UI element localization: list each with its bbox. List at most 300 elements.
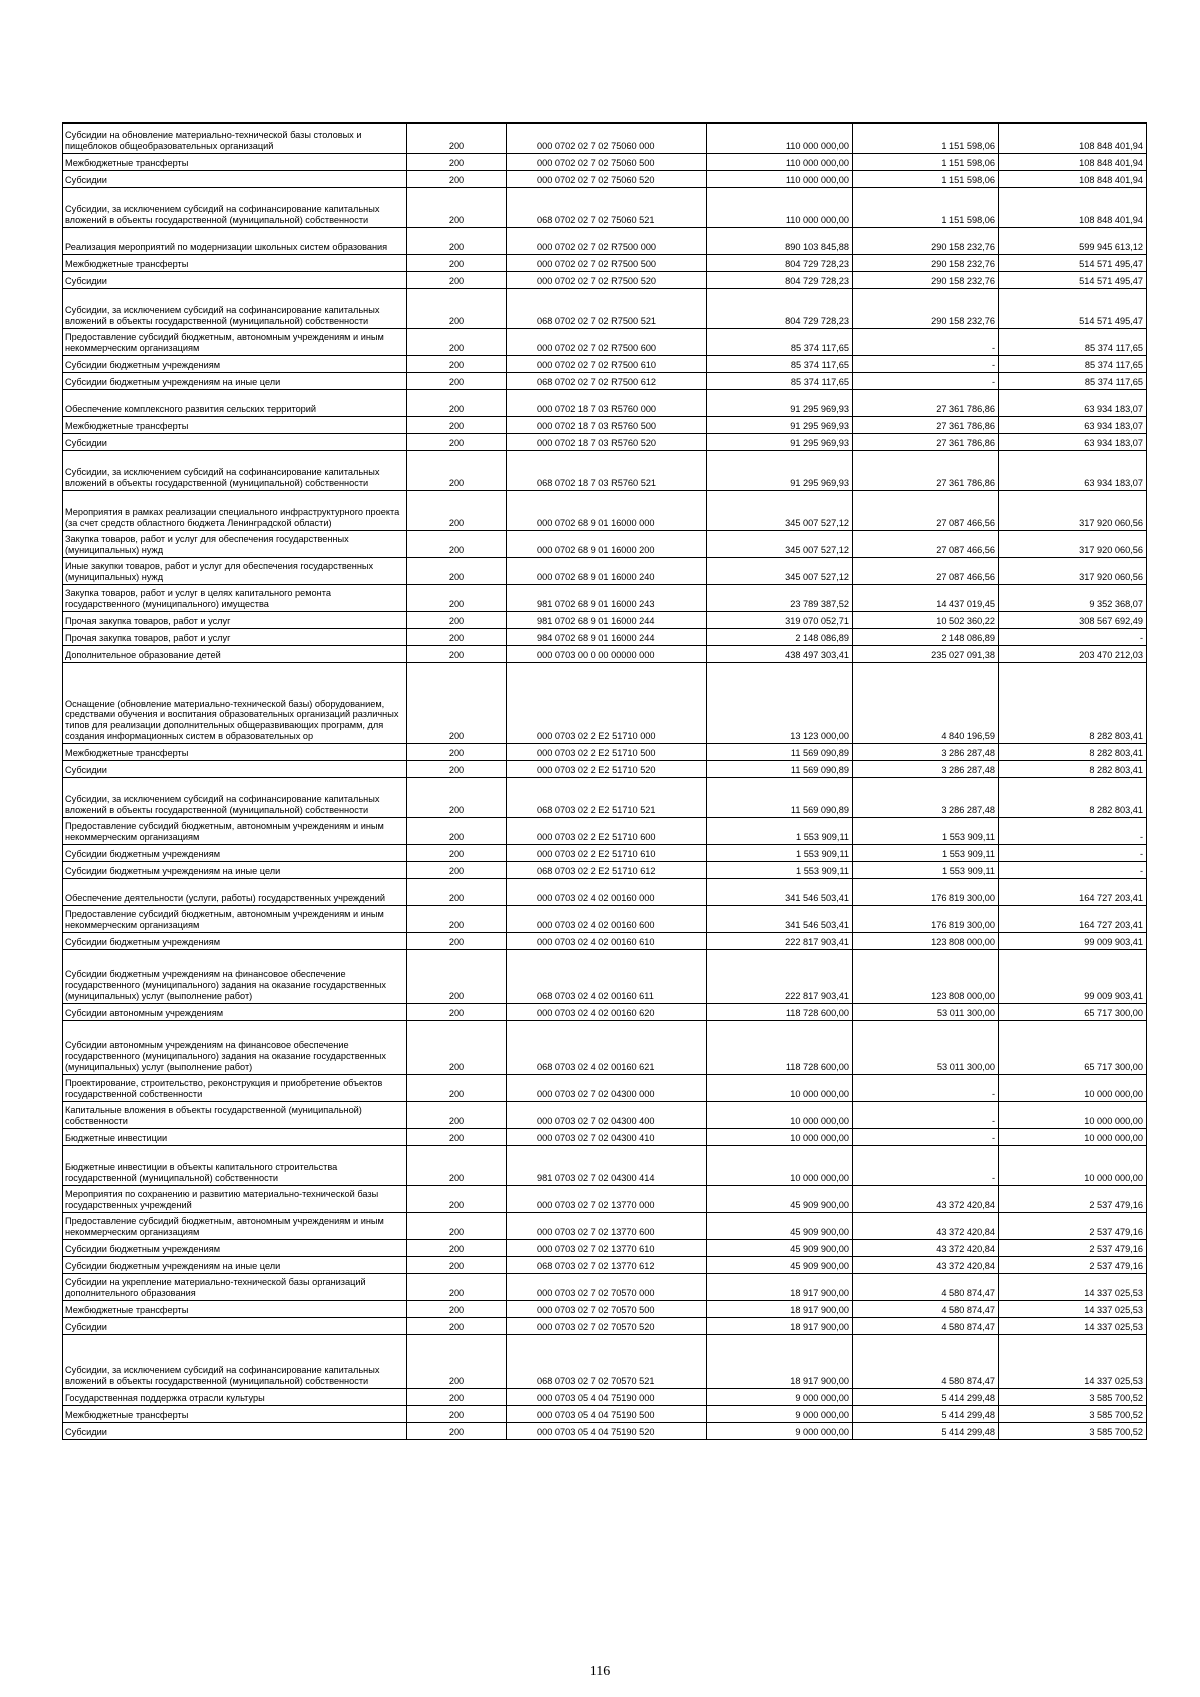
row-name: Иные закупки товаров, работ и услуг для обеспечения государственных (муниципальных) нужд: [63, 557, 407, 584]
row-approved-amount: 1 553 909,11: [707, 844, 853, 861]
table-row: [63, 1422, 1147, 1439]
row-line-code: 200: [407, 628, 507, 645]
row-unexecuted-amount: 8 282 803,41: [999, 760, 1147, 777]
row-line-code: 200: [407, 777, 507, 817]
row-unexecuted-amount: 85 374 117,65: [999, 372, 1147, 389]
row-approved-amount: 890 103 845,88: [707, 227, 853, 254]
row-approved-amount: 341 546 503,41: [707, 905, 853, 932]
table-row: [63, 777, 1147, 817]
row-name: Субсидии бюджетным учреждениям на иные цели: [63, 1256, 407, 1273]
row-unexecuted-amount: 8 282 803,41: [999, 743, 1147, 760]
row-budget-code: 000 0702 02 7 02 R7500 000: [507, 227, 707, 254]
row-approved-amount: 118 728 600,00: [707, 1003, 853, 1020]
row-approved-amount: 9 000 000,00: [707, 1405, 853, 1422]
row-executed-amount: 27 361 786,86: [853, 433, 999, 450]
row-approved-amount: 118 728 600,00: [707, 1020, 853, 1074]
row-line-code: 200: [407, 557, 507, 584]
row-approved-amount: 1 553 909,11: [707, 817, 853, 844]
row-executed-amount: -: [853, 1145, 999, 1185]
row-approved-amount: 10 000 000,00: [707, 1101, 853, 1128]
row-executed-amount: 10 502 360,22: [853, 611, 999, 628]
row-budget-code: 000 0703 02 2 E2 51710 600: [507, 817, 707, 844]
row-budget-code: 068 0702 18 7 03 R5760 521: [507, 450, 707, 490]
row-unexecuted-amount: 108 848 401,94: [999, 170, 1147, 187]
row-budget-code: 000 0702 02 7 02 75060 000: [507, 123, 707, 153]
row-budget-code: 000 0702 02 7 02 75060 500: [507, 153, 707, 170]
row-name: Субсидии: [63, 1317, 407, 1334]
row-executed-amount: 5 414 299,48: [853, 1388, 999, 1405]
row-line-code: 200: [407, 1405, 507, 1422]
row-executed-amount: 53 011 300,00: [853, 1003, 999, 1020]
row-line-code: 200: [407, 743, 507, 760]
row-executed-amount: 27 361 786,86: [853, 450, 999, 490]
row-unexecuted-amount: -: [999, 628, 1147, 645]
row-line-code: 200: [407, 662, 507, 743]
row-executed-amount: 4 580 874,47: [853, 1300, 999, 1317]
row-approved-amount: 45 909 900,00: [707, 1185, 853, 1212]
row-unexecuted-amount: 10 000 000,00: [999, 1128, 1147, 1145]
row-name: Закупка товаров, работ и услуг в целях капитального ремонта государственного (муниципального) имущества: [63, 584, 407, 611]
row-budget-code: 981 0702 68 9 01 16000 244: [507, 611, 707, 628]
row-approved-amount: 18 917 900,00: [707, 1300, 853, 1317]
row-approved-amount: 85 374 117,65: [707, 328, 853, 355]
row-approved-amount: 110 000 000,00: [707, 153, 853, 170]
row-name: Оснащение (обновление материально-технической базы) оборудованием, средствами обучения и воспитания образовательных организаций различных типов для реализации дополнительных общеразвивающих программ, для создания информационных систем в образовательных ор: [63, 662, 407, 743]
row-executed-amount: 1 151 598,06: [853, 187, 999, 227]
row-unexecuted-amount: 2 537 479,16: [999, 1212, 1147, 1239]
table-row: [63, 433, 1147, 450]
row-approved-amount: 18 917 900,00: [707, 1273, 853, 1300]
row-name: Межбюджетные трансферты: [63, 254, 407, 271]
row-unexecuted-amount: 85 374 117,65: [999, 355, 1147, 372]
row-unexecuted-amount: 99 009 903,41: [999, 932, 1147, 949]
row-unexecuted-amount: 108 848 401,94: [999, 123, 1147, 153]
table-row: [63, 123, 1147, 153]
row-line-code: 200: [407, 153, 507, 170]
row-line-code: 200: [407, 1020, 507, 1074]
row-budget-code: 000 0702 02 7 02 R7500 610: [507, 355, 707, 372]
table-row: [63, 1405, 1147, 1422]
table-row: [63, 355, 1147, 372]
row-executed-amount: -: [853, 328, 999, 355]
row-name: Субсидии бюджетным учреждениям: [63, 1239, 407, 1256]
table-row: [63, 450, 1147, 490]
row-unexecuted-amount: 3 585 700,52: [999, 1388, 1147, 1405]
row-name: Капитальные вложения в объекты государственной (муниципальной) собственности: [63, 1101, 407, 1128]
row-name: Субсидии: [63, 1422, 407, 1439]
row-budget-code: 000 0703 05 4 04 75190 520: [507, 1422, 707, 1439]
row-name: Субсидии автономным учреждениям на финансовое обеспечение государственного (муниципального) задания на оказание государственных (муниципальных) услуг (выполнение работ): [63, 1020, 407, 1074]
budget-execution-table: [62, 122, 1147, 1440]
row-approved-amount: 9 000 000,00: [707, 1388, 853, 1405]
row-line-code: 200: [407, 760, 507, 777]
row-line-code: 200: [407, 123, 507, 153]
row-approved-amount: 18 917 900,00: [707, 1334, 853, 1388]
row-approved-amount: 11 569 090,89: [707, 743, 853, 760]
row-name: Мероприятия в рамках реализации специального инфраструктурного проекта (за счет средств областного бюджета Ленинградской области): [63, 490, 407, 530]
row-unexecuted-amount: 99 009 903,41: [999, 949, 1147, 1003]
row-approved-amount: 438 497 303,41: [707, 645, 853, 662]
row-name: Субсидии, за исключением субсидий на софинансирование капитальных вложений в объекты государственной (муниципальной) собственности: [63, 288, 407, 328]
row-approved-amount: 91 295 969,93: [707, 450, 853, 490]
row-unexecuted-amount: 203 470 212,03: [999, 645, 1147, 662]
row-unexecuted-amount: 10 000 000,00: [999, 1074, 1147, 1101]
row-approved-amount: 1 553 909,11: [707, 861, 853, 878]
row-unexecuted-amount: 14 337 025,53: [999, 1317, 1147, 1334]
row-line-code: 200: [407, 1074, 507, 1101]
row-executed-amount: 123 808 000,00: [853, 932, 999, 949]
row-budget-code: 068 0703 02 4 02 00160 621: [507, 1020, 707, 1074]
row-name: Субсидии: [63, 433, 407, 450]
table-row: [63, 1145, 1147, 1185]
row-name: Межбюджетные трансферты: [63, 416, 407, 433]
row-executed-amount: 235 027 091,38: [853, 645, 999, 662]
row-name: Субсидии: [63, 271, 407, 288]
row-approved-amount: 804 729 728,23: [707, 254, 853, 271]
row-budget-code: 000 0702 18 7 03 R5760 520: [507, 433, 707, 450]
table-row: [63, 1185, 1147, 1212]
table-row: [63, 271, 1147, 288]
row-executed-amount: 3 286 287,48: [853, 760, 999, 777]
row-approved-amount: 804 729 728,23: [707, 288, 853, 328]
row-budget-code: 000 0703 02 7 02 04300 410: [507, 1128, 707, 1145]
row-line-code: 200: [407, 1185, 507, 1212]
row-name: Субсидии автономным учреждениям: [63, 1003, 407, 1020]
table-row: [63, 1212, 1147, 1239]
table-row: [63, 817, 1147, 844]
row-approved-amount: 110 000 000,00: [707, 170, 853, 187]
row-approved-amount: 222 817 903,41: [707, 949, 853, 1003]
row-line-code: 200: [407, 844, 507, 861]
row-name: Дополнительное образование детей: [63, 645, 407, 662]
row-unexecuted-amount: 85 374 117,65: [999, 328, 1147, 355]
row-executed-amount: 1 553 909,11: [853, 817, 999, 844]
table-row: [63, 844, 1147, 861]
row-executed-amount: -: [853, 1101, 999, 1128]
row-executed-amount: 14 437 019,45: [853, 584, 999, 611]
row-executed-amount: 5 414 299,48: [853, 1422, 999, 1439]
page-number: 116: [589, 1664, 611, 1679]
row-budget-code: 068 0703 02 7 02 13770 612: [507, 1256, 707, 1273]
row-unexecuted-amount: 3 585 700,52: [999, 1405, 1147, 1422]
table-row: [63, 1239, 1147, 1256]
row-executed-amount: 1 151 598,06: [853, 153, 999, 170]
row-budget-code: 000 0703 02 2 E2 51710 520: [507, 760, 707, 777]
row-name: Закупка товаров, работ и услуг для обеспечения государственных (муниципальных) нужд: [63, 530, 407, 557]
row-budget-code: 981 0702 68 9 01 16000 243: [507, 584, 707, 611]
row-name: Прочая закупка товаров, работ и услуг: [63, 611, 407, 628]
row-name: Субсидии бюджетным учреждениям на финансовое обеспечение государственного (муниципального) задания на оказание государственных (муниципальных) услуг (выполнение работ): [63, 949, 407, 1003]
row-executed-amount: 43 372 420,84: [853, 1256, 999, 1273]
row-unexecuted-amount: 65 717 300,00: [999, 1003, 1147, 1020]
row-name: Субсидии бюджетным учреждениям: [63, 844, 407, 861]
row-executed-amount: 123 808 000,00: [853, 949, 999, 1003]
table-row: [63, 645, 1147, 662]
row-line-code: 200: [407, 949, 507, 1003]
row-line-code: 200: [407, 416, 507, 433]
row-budget-code: 000 0703 02 7 02 04300 400: [507, 1101, 707, 1128]
table-row: [63, 153, 1147, 170]
row-executed-amount: 43 372 420,84: [853, 1185, 999, 1212]
row-unexecuted-amount: 164 727 203,41: [999, 905, 1147, 932]
row-name: Бюджетные инвестиции в объекты капитального строительства государственной (муниципальной) собственности: [63, 1145, 407, 1185]
row-line-code: 200: [407, 817, 507, 844]
row-budget-code: 000 0703 02 4 02 00160 620: [507, 1003, 707, 1020]
row-approved-amount: 91 295 969,93: [707, 433, 853, 450]
row-unexecuted-amount: 10 000 000,00: [999, 1101, 1147, 1128]
row-executed-amount: -: [853, 1074, 999, 1101]
row-line-code: 200: [407, 450, 507, 490]
table-row: [63, 187, 1147, 227]
table-row: [63, 662, 1147, 743]
row-executed-amount: 1 553 909,11: [853, 861, 999, 878]
table-row: [63, 1020, 1147, 1074]
row-line-code: 200: [407, 645, 507, 662]
row-name: Субсидии на обновление материально-технической базы столовых и пищеблоков общеобразовательных организаций: [63, 123, 407, 153]
table-row: [63, 1074, 1147, 1101]
table-row: [63, 760, 1147, 777]
row-executed-amount: 2 148 086,89: [853, 628, 999, 645]
table-row: [63, 557, 1147, 584]
row-approved-amount: 23 789 387,52: [707, 584, 853, 611]
row-approved-amount: 2 148 086,89: [707, 628, 853, 645]
row-approved-amount: 804 729 728,23: [707, 271, 853, 288]
row-budget-code: 984 0702 68 9 01 16000 244: [507, 628, 707, 645]
row-line-code: 200: [407, 1317, 507, 1334]
row-line-code: 200: [407, 1273, 507, 1300]
row-executed-amount: 4 840 196,59: [853, 662, 999, 743]
row-line-code: 200: [407, 372, 507, 389]
row-name: Субсидии: [63, 760, 407, 777]
row-budget-code: 000 0703 05 4 04 75190 000: [507, 1388, 707, 1405]
row-line-code: 200: [407, 433, 507, 450]
row-name: Предоставление субсидий бюджетным, автономным учреждениям и иным некоммерческим организациям: [63, 817, 407, 844]
table-row: [63, 1300, 1147, 1317]
row-executed-amount: -: [853, 355, 999, 372]
row-executed-amount: 1 151 598,06: [853, 170, 999, 187]
row-approved-amount: 10 000 000,00: [707, 1074, 853, 1101]
row-budget-code: 000 0703 02 7 02 04300 000: [507, 1074, 707, 1101]
row-name: Реализация мероприятий по модернизации школьных систем образования: [63, 227, 407, 254]
row-unexecuted-amount: 8 282 803,41: [999, 662, 1147, 743]
table-row: [63, 170, 1147, 187]
table-row: [63, 1256, 1147, 1273]
row-line-code: 200: [407, 1212, 507, 1239]
row-budget-code: 000 0702 18 7 03 R5760 500: [507, 416, 707, 433]
row-unexecuted-amount: 2 537 479,16: [999, 1239, 1147, 1256]
table-row: [63, 1388, 1147, 1405]
row-budget-code: 000 0703 02 2 E2 51710 610: [507, 844, 707, 861]
row-unexecuted-amount: 514 571 495,47: [999, 271, 1147, 288]
row-unexecuted-amount: 599 945 613,12: [999, 227, 1147, 254]
row-unexecuted-amount: -: [999, 844, 1147, 861]
row-budget-code: 000 0702 02 7 02 75060 520: [507, 170, 707, 187]
row-line-code: 200: [407, 1422, 507, 1439]
row-approved-amount: 9 000 000,00: [707, 1422, 853, 1439]
row-executed-amount: 27 087 466,56: [853, 490, 999, 530]
row-budget-code: 068 0703 02 7 02 70570 521: [507, 1334, 707, 1388]
row-unexecuted-amount: 65 717 300,00: [999, 1020, 1147, 1074]
row-unexecuted-amount: 317 920 060,56: [999, 557, 1147, 584]
row-budget-code: 000 0703 02 7 02 13770 610: [507, 1239, 707, 1256]
row-name: Государственная поддержка отрасли культуры: [63, 1388, 407, 1405]
row-line-code: 200: [407, 187, 507, 227]
row-name: Проектирование, строительство, реконструкция и приобретение объектов государственной собственности: [63, 1074, 407, 1101]
row-budget-code: 068 0703 02 4 02 00160 611: [507, 949, 707, 1003]
row-executed-amount: 290 158 232,76: [853, 271, 999, 288]
row-unexecuted-amount: 317 920 060,56: [999, 490, 1147, 530]
row-line-code: 200: [407, 1145, 507, 1185]
row-line-code: 200: [407, 1239, 507, 1256]
table-row: [63, 611, 1147, 628]
row-approved-amount: 110 000 000,00: [707, 187, 853, 227]
table-row: [63, 878, 1147, 905]
row-executed-amount: 43 372 420,84: [853, 1212, 999, 1239]
table-row: [63, 628, 1147, 645]
table-row: [63, 254, 1147, 271]
row-name: Межбюджетные трансферты: [63, 1405, 407, 1422]
row-unexecuted-amount: 14 337 025,53: [999, 1300, 1147, 1317]
table-row: [63, 389, 1147, 416]
row-approved-amount: 345 007 527,12: [707, 557, 853, 584]
row-budget-code: 000 0702 02 7 02 R7500 500: [507, 254, 707, 271]
table-row: [63, 328, 1147, 355]
row-executed-amount: 5 414 299,48: [853, 1405, 999, 1422]
row-approved-amount: 345 007 527,12: [707, 530, 853, 557]
table-row: [63, 1317, 1147, 1334]
row-budget-code: 000 0702 68 9 01 16000 200: [507, 530, 707, 557]
row-name: Субсидии на укрепление материально-технической базы организаций дополнительного образования: [63, 1273, 407, 1300]
row-budget-code: 000 0703 02 2 E2 51710 500: [507, 743, 707, 760]
table-row: [63, 1273, 1147, 1300]
row-approved-amount: 85 374 117,65: [707, 355, 853, 372]
row-approved-amount: 110 000 000,00: [707, 123, 853, 153]
row-unexecuted-amount: 108 848 401,94: [999, 153, 1147, 170]
row-unexecuted-amount: 2 537 479,16: [999, 1256, 1147, 1273]
row-budget-code: 068 0702 02 7 02 75060 521: [507, 187, 707, 227]
row-unexecuted-amount: 63 934 183,07: [999, 450, 1147, 490]
table-row: [63, 1003, 1147, 1020]
table-row: [63, 227, 1147, 254]
row-approved-amount: 91 295 969,93: [707, 389, 853, 416]
row-unexecuted-amount: 9 352 368,07: [999, 584, 1147, 611]
row-budget-code: 000 0703 02 7 02 70570 500: [507, 1300, 707, 1317]
row-line-code: 200: [407, 170, 507, 187]
row-unexecuted-amount: -: [999, 817, 1147, 844]
row-line-code: 200: [407, 227, 507, 254]
row-name: Субсидии, за исключением субсидий на софинансирование капитальных вложений в объекты государственной (муниципальной) собственности: [63, 187, 407, 227]
row-line-code: 200: [407, 611, 507, 628]
row-executed-amount: 1 553 909,11: [853, 844, 999, 861]
row-budget-code: 000 0702 02 7 02 R7500 600: [507, 328, 707, 355]
row-line-code: 200: [407, 288, 507, 328]
table-row: [63, 288, 1147, 328]
row-line-code: 200: [407, 905, 507, 932]
row-name: Обеспечение деятельности (услуги, работы) государственных учреждений: [63, 878, 407, 905]
row-approved-amount: 10 000 000,00: [707, 1128, 853, 1145]
row-budget-code: 000 0702 18 7 03 R5760 000: [507, 389, 707, 416]
row-budget-code: 000 0703 02 7 02 13770 600: [507, 1212, 707, 1239]
row-name: Субсидии бюджетным учреждениям: [63, 932, 407, 949]
row-budget-code: 000 0703 02 4 02 00160 600: [507, 905, 707, 932]
row-budget-code: 000 0703 05 4 04 75190 500: [507, 1405, 707, 1422]
row-unexecuted-amount: 164 727 203,41: [999, 878, 1147, 905]
table-row: [63, 416, 1147, 433]
row-name: Предоставление субсидий бюджетным, автономным учреждениям и иным некоммерческим организациям: [63, 328, 407, 355]
row-budget-code: 068 0703 02 2 E2 51710 521: [507, 777, 707, 817]
row-approved-amount: 222 817 903,41: [707, 932, 853, 949]
row-name: Субсидии, за исключением субсидий на софинансирование капитальных вложений в объекты государственной (муниципальной) собственности: [63, 1334, 407, 1388]
row-unexecuted-amount: -: [999, 861, 1147, 878]
row-executed-amount: -: [853, 372, 999, 389]
row-unexecuted-amount: 8 282 803,41: [999, 777, 1147, 817]
table-row: [63, 861, 1147, 878]
row-approved-amount: 345 007 527,12: [707, 490, 853, 530]
row-approved-amount: 10 000 000,00: [707, 1145, 853, 1185]
row-budget-code: 000 0702 02 7 02 R7500 520: [507, 271, 707, 288]
row-name: Бюджетные инвестиции: [63, 1128, 407, 1145]
row-line-code: 200: [407, 861, 507, 878]
row-unexecuted-amount: 514 571 495,47: [999, 288, 1147, 328]
row-executed-amount: 27 087 466,56: [853, 530, 999, 557]
row-name: Субсидии: [63, 170, 407, 187]
row-executed-amount: 290 158 232,76: [853, 288, 999, 328]
row-budget-code: 068 0702 02 7 02 R7500 612: [507, 372, 707, 389]
row-unexecuted-amount: 63 934 183,07: [999, 389, 1147, 416]
row-executed-amount: 27 087 466,56: [853, 557, 999, 584]
row-approved-amount: 11 569 090,89: [707, 760, 853, 777]
row-budget-code: 000 0703 02 4 02 00160 610: [507, 932, 707, 949]
row-budget-code: 068 0702 02 7 02 R7500 521: [507, 288, 707, 328]
row-executed-amount: 53 011 300,00: [853, 1020, 999, 1074]
row-approved-amount: 341 546 503,41: [707, 878, 853, 905]
row-budget-code: 000 0703 02 7 02 13770 000: [507, 1185, 707, 1212]
row-line-code: 200: [407, 389, 507, 416]
row-unexecuted-amount: 108 848 401,94: [999, 187, 1147, 227]
table-row: [63, 905, 1147, 932]
row-name: Субсидии бюджетным учреждениям на иные цели: [63, 372, 407, 389]
row-name: Межбюджетные трансферты: [63, 153, 407, 170]
row-approved-amount: 18 917 900,00: [707, 1317, 853, 1334]
row-executed-amount: 1 151 598,06: [853, 123, 999, 153]
row-unexecuted-amount: 14 337 025,53: [999, 1334, 1147, 1388]
table-row: [63, 490, 1147, 530]
row-budget-code: 000 0703 02 7 02 70570 520: [507, 1317, 707, 1334]
row-name: Предоставление субсидий бюджетным, автономным учреждениям и иным некоммерческим организациям: [63, 905, 407, 932]
table-row: [63, 584, 1147, 611]
row-line-code: 200: [407, 932, 507, 949]
row-budget-code: 000 0703 02 7 02 70570 000: [507, 1273, 707, 1300]
table-row: [63, 932, 1147, 949]
row-budget-code: 000 0702 68 9 01 16000 240: [507, 557, 707, 584]
row-budget-code: 000 0702 68 9 01 16000 000: [507, 490, 707, 530]
row-unexecuted-amount: 10 000 000,00: [999, 1145, 1147, 1185]
row-line-code: 200: [407, 1003, 507, 1020]
row-unexecuted-amount: 3 585 700,52: [999, 1422, 1147, 1439]
row-executed-amount: 4 580 874,47: [853, 1334, 999, 1388]
row-line-code: 200: [407, 1388, 507, 1405]
row-executed-amount: 27 361 786,86: [853, 416, 999, 433]
row-approved-amount: 13 123 000,00: [707, 662, 853, 743]
row-executed-amount: 4 580 874,47: [853, 1317, 999, 1334]
row-line-code: 200: [407, 490, 507, 530]
row-line-code: 200: [407, 530, 507, 557]
row-unexecuted-amount: 514 571 495,47: [999, 254, 1147, 271]
row-line-code: 200: [407, 355, 507, 372]
row-budget-code: 000 0703 00 0 00 00000 000: [507, 645, 707, 662]
row-unexecuted-amount: 63 934 183,07: [999, 433, 1147, 450]
row-executed-amount: 3 286 287,48: [853, 777, 999, 817]
